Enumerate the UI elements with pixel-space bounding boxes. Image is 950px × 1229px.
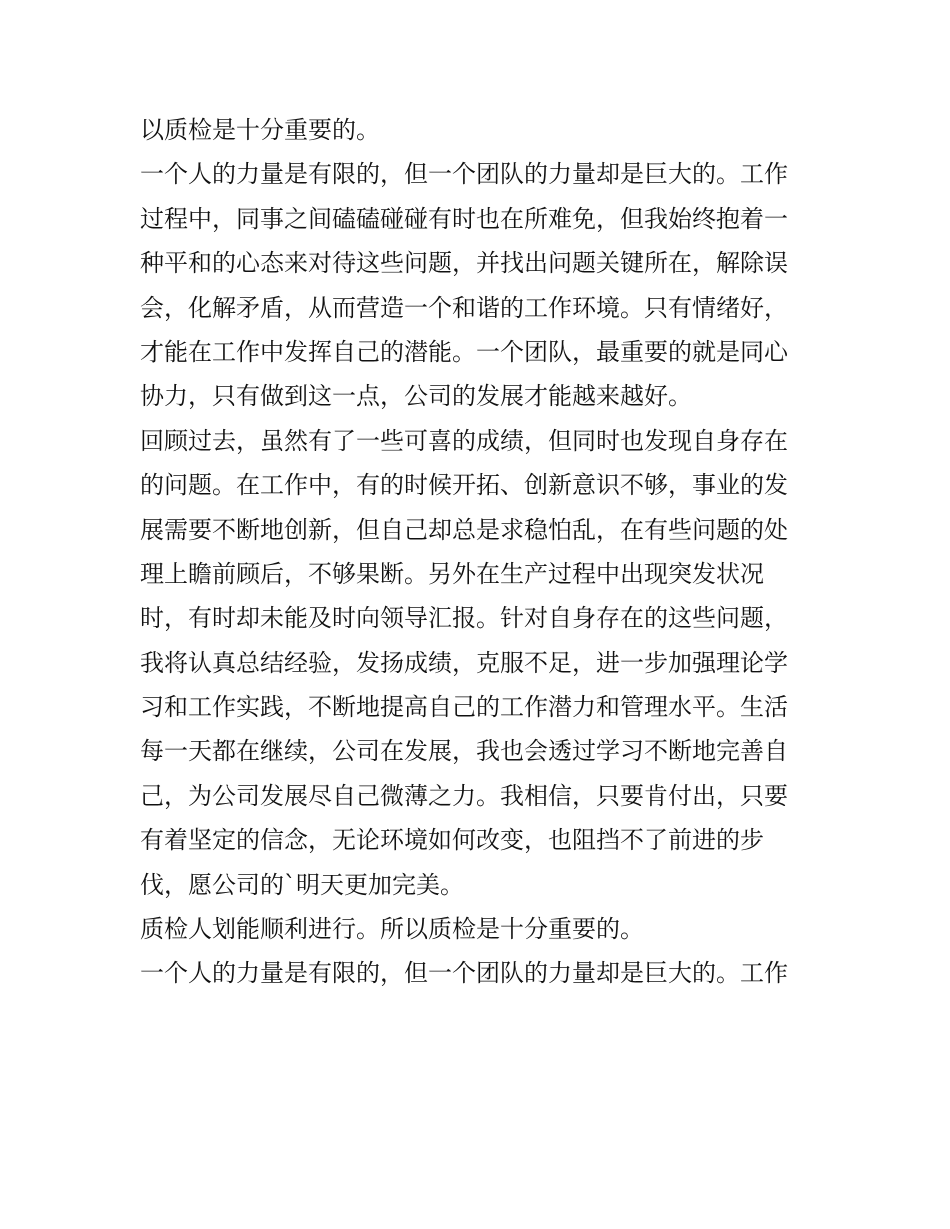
text-line-12: 时，有时却未能及时向领导汇报。针对自身存在的这些问题， xyxy=(140,604,788,633)
text-line-1: 以质检是十分重要的。 xyxy=(140,116,380,144)
text-line-7: 协力，只有做到这一点，公司的发展才能越来越好。 xyxy=(140,382,692,411)
text-line-8: 回顾过去，虽然有了一些可喜的成绩，但同时也发现自身存在 xyxy=(140,426,788,455)
text-line-20: 一个人的力量是有限的，但一个团队的力量却是巨大的。工作 xyxy=(140,959,788,988)
text-line-4: 种平和的心态来对待这些问题，并找出问题关键所在，解除误 xyxy=(140,249,788,278)
text-line-3: 过程中，同事之间磕磕碰碰有时也在所难免，但我始终抱着一 xyxy=(140,204,788,233)
text-line-14: 习和工作实践，不断地提高自己的工作潜力和管理水平。生活 xyxy=(140,693,788,722)
text-line-13: 我将认真总结经验，发扬成绩，克服不足，进一步加强理论学 xyxy=(140,648,788,677)
text-line-17: 有着坚定的信念，无论环境如何改变，也阻挡不了前进的步 xyxy=(140,826,764,855)
text-line-6: 才能在工作中发挥自己的潜能。一个团队，最重要的就是同心 xyxy=(140,337,788,366)
document-body xyxy=(140,108,820,996)
text-line-16: 己，为公司发展尽自己微薄之力。我相信，只要肯付出，只要 xyxy=(140,781,788,810)
text-line-9: 的问题。在工作中，有的时候开拓、创新意识不够，事业的发 xyxy=(140,471,788,500)
text-line-5: 会，化解矛盾，从而营造一个和谐的工作环境。只有情绪好， xyxy=(140,293,788,322)
text-line-10: 展需要不断地创新，但自己却总是求稳怕乱，在有些问题的处 xyxy=(140,515,788,544)
text-line-19: 质检人划能顺利进行。所以质检是十分重要的。 xyxy=(140,915,644,944)
text-line-11: 理上瞻前顾后，不够果断。另外在生产过程中出现突发状况 xyxy=(140,559,764,588)
text-line-2: 一个人的力量是有限的，但一个团队的力量却是巨大的。工作 xyxy=(140,160,788,189)
text-line-15: 每一天都在继续，公司在发展，我也会透过学习不断地完善自 xyxy=(140,737,788,766)
text-line-18: 伐，愿公司的`明天更加完美。 xyxy=(140,870,464,899)
